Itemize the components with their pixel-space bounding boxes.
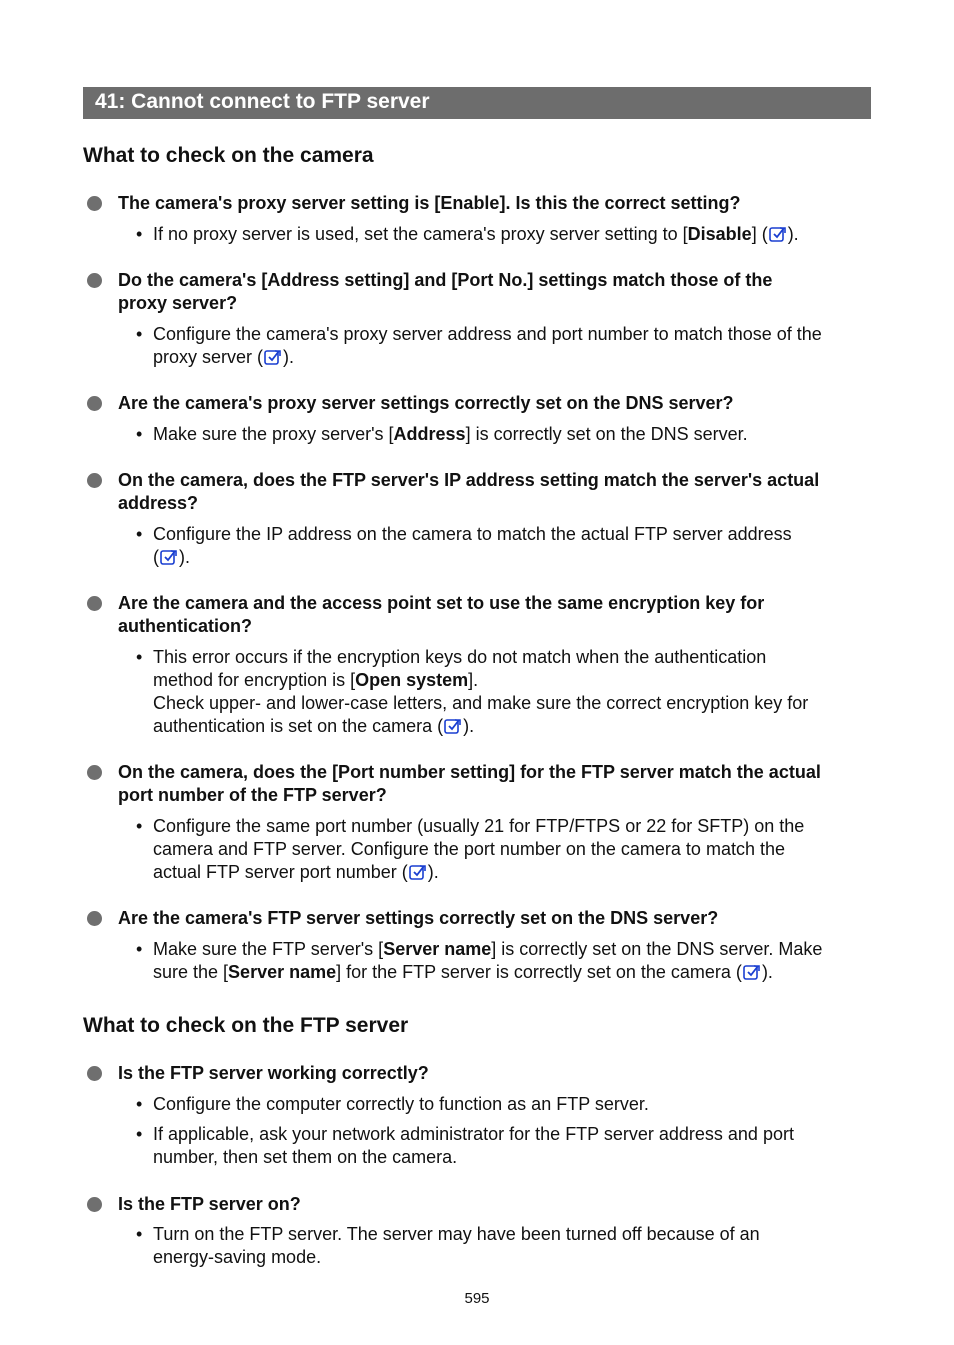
answer-ftp-dns: • Make sure the FTP server's [Server name] is correctly set on the DNS server. Make sure the [Server name] for the FTP server is correctly set on the camera ( ).	[136, 938, 881, 984]
question-ftp-on: Is the FTP server on?	[118, 1194, 301, 1214]
bullet-dot	[87, 196, 102, 211]
question-encryption-key: Are the camera and the access point set to use the same encryption key for authentication?	[118, 593, 765, 636]
bullet-dot	[87, 911, 102, 926]
bullet-dot	[87, 273, 102, 288]
answer-encryption-key: • This error occurs if the encryption keys do not match when the authentication method for encryption is [Open system]. Check upper- and lower-case letters, and make sure the correct encryption key for authentication is set on the camera ( ).	[136, 646, 881, 738]
answer-port-number: • Configure the same port number (usually 21 for FTP/FTPS or 22 for SFTP) on the camera and FTP server. Configure the port number on the camera to match the actual FTP server port number ( ).	[136, 815, 881, 884]
bullet-dot	[87, 765, 102, 780]
answer-ftp-working-1: • Configure the computer correctly to function as an FTP server.	[136, 1093, 881, 1116]
answer-ftp-on: • Turn on the FTP server. The server may have been turned off because of an energy-saving mode.	[136, 1223, 881, 1269]
question-ftp-working: Is the FTP server working correctly?	[118, 1063, 429, 1083]
bullet-dot	[87, 596, 102, 611]
bullet-dot	[87, 396, 102, 411]
bullet-dot	[87, 1197, 102, 1212]
answer-proxy-enable: • If no proxy server is used, set the camera's proxy server setting to [Disable] ( ).	[136, 223, 881, 246]
answer-ftp-working-2: • If applicable, ask your network administrator for the FTP server address and port number, then set them on the camera.	[136, 1123, 881, 1169]
link-icon[interactable]	[409, 863, 427, 881]
question-port-number: On the camera, does the [Port number setting] for the FTP server match the actual port number of the FTP server?	[118, 762, 821, 805]
answer-address-port-match: • Configure the camera's proxy server address and port number to match those of the proxy server ( ).	[136, 323, 881, 369]
answer-ip-match: • Configure the IP address on the camera to match the actual FTP server address ( ).	[136, 523, 881, 569]
answer-proxy-dns: • Make sure the proxy server's [Address] is correctly set on the DNS server.	[136, 423, 881, 446]
bullet-dot	[87, 1066, 102, 1081]
section-banner: 41: Cannot connect to FTP server	[83, 87, 871, 119]
link-icon[interactable]	[444, 717, 462, 735]
question-ip-match: On the camera, does the FTP server's IP address setting match the server's actual address?	[118, 470, 820, 513]
question-proxy-enable: The camera's proxy server setting is [Enable]. Is this the correct setting?	[118, 193, 741, 213]
link-icon[interactable]	[264, 348, 282, 366]
link-icon[interactable]	[769, 225, 787, 243]
heading-camera-checks: What to check on the camera	[83, 144, 374, 167]
question-ftp-dns: Are the camera's FTP server settings correctly set on the DNS server?	[118, 908, 719, 928]
page-number: 595	[464, 1290, 490, 1307]
heading-ftp-server-checks: What to check on the FTP server	[83, 1014, 409, 1037]
question-proxy-dns: Are the camera's proxy server settings correctly set on the DNS server?	[118, 393, 734, 413]
link-icon[interactable]	[743, 963, 761, 981]
bullet-dot	[87, 473, 102, 488]
link-icon[interactable]	[160, 548, 178, 566]
question-address-port-match: Do the camera's [Address setting] and [Port No.] settings match those of the proxy server?	[118, 270, 773, 313]
